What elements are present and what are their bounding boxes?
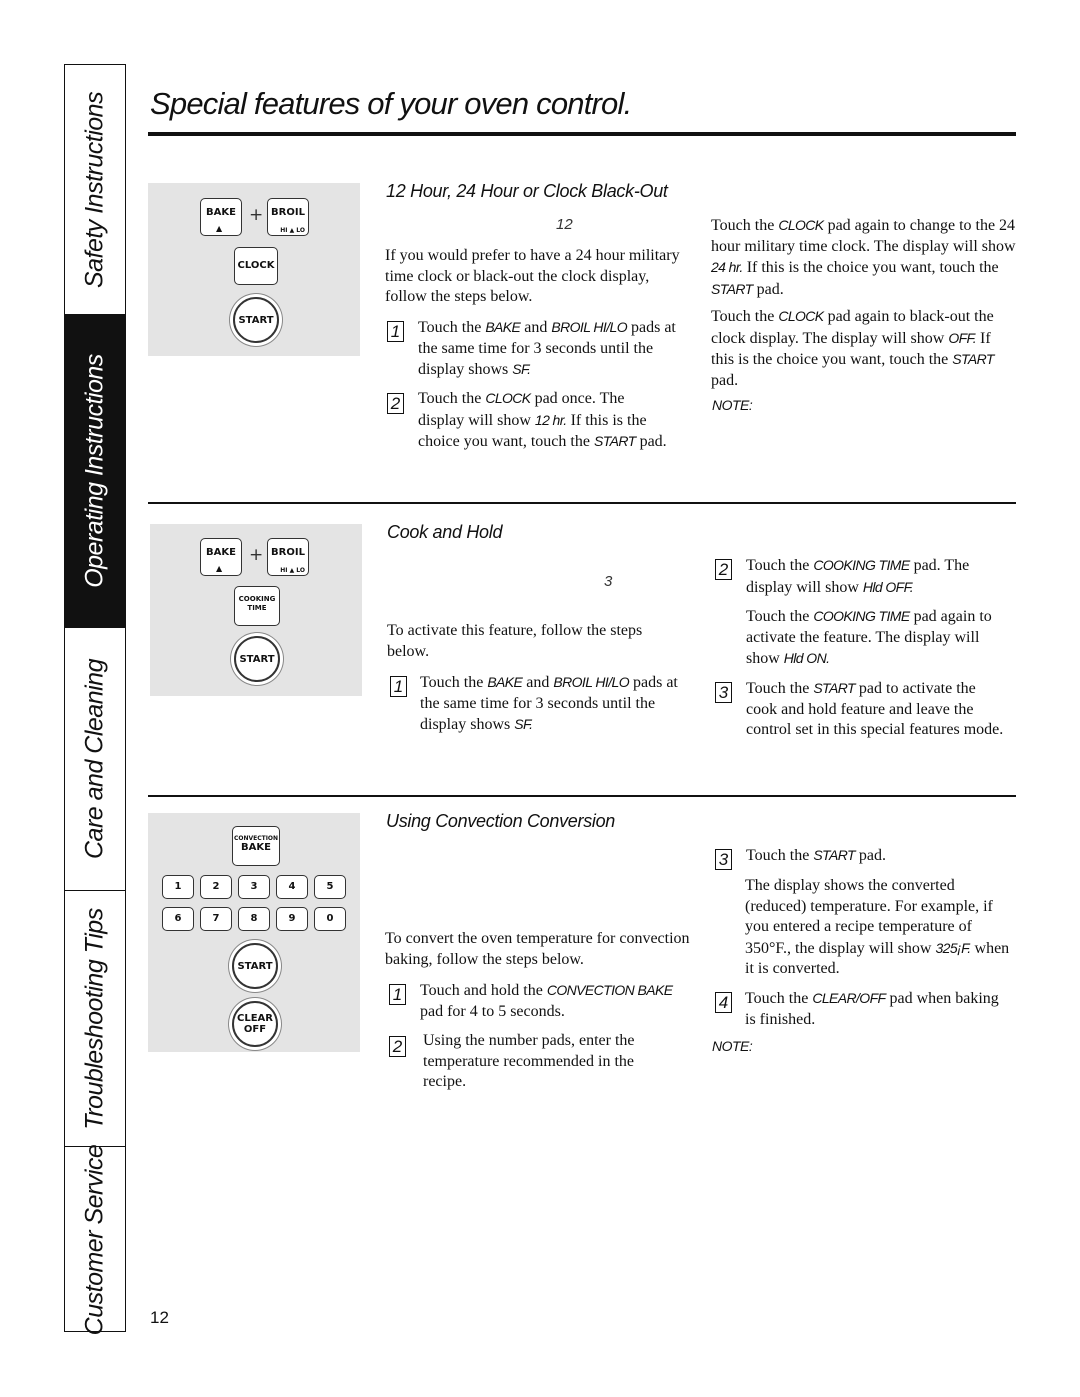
- number-key-6: 6: [162, 907, 194, 931]
- triangle-icon: ▲: [216, 564, 223, 573]
- step-number: 4: [715, 992, 732, 1013]
- step-text: Touch the COOKING TIME pad again to activate the feature. The display will show Hld ON.: [746, 608, 992, 667]
- start-key: START: [234, 636, 280, 682]
- number-key-1: 1: [162, 875, 194, 899]
- page-number: 12: [150, 1308, 169, 1327]
- number-key-5: 5: [314, 875, 346, 899]
- plus-sign: +: [249, 205, 264, 225]
- start-key: START: [232, 943, 278, 989]
- step-text: Touch and hold the CONVECTION BAKE pad for 4 to 5 seconds.: [420, 982, 673, 1020]
- step-text: Touch the COOKING TIME pad. The display will show Hld OFF.: [746, 557, 970, 596]
- number-key-7: 7: [200, 907, 232, 931]
- keypad-illustration-clock: [148, 183, 360, 356]
- step-text: Touch the CLOCK pad once. The display will show 12 hr. If this is the choice you want, touch the START pad.: [418, 390, 667, 450]
- step-number: 2: [387, 393, 404, 414]
- start-key: START: [233, 297, 279, 343]
- page-title: Special features of your oven control.: [150, 86, 632, 121]
- intro-text: To convert the oven temperature for convection baking, follow the steps below.: [385, 930, 690, 968]
- number-key-0: 0: [314, 907, 346, 931]
- number-key-3: 3: [238, 875, 270, 899]
- number-key-4: 4: [276, 875, 308, 899]
- keypad-illustration-convection: [148, 813, 360, 1052]
- broil-key: BROIL HI ▲ LO: [267, 198, 309, 236]
- step-number: 2: [389, 1036, 406, 1057]
- number-key-9: 9: [276, 907, 308, 931]
- number-key-8: 8: [238, 907, 270, 931]
- step-number: 1: [390, 676, 407, 697]
- number-key-2: 2: [200, 875, 232, 899]
- section-divider: [148, 502, 1016, 504]
- intro-text: If you would prefer to have a 24 hour military time clock or black-out the clock display, follow the steps below.: [385, 247, 680, 305]
- step-text: Touch the BAKE and BROIL HI/LO pads at the same time for 3 seconds until the display shows SF.: [420, 674, 678, 733]
- step-text: Touch the START pad.: [746, 847, 887, 864]
- tab-customer-service[interactable]: [65, 1144, 125, 1336]
- step-number: 1: [389, 984, 406, 1005]
- triangle-icon: ▲: [216, 224, 223, 233]
- bake-key: BAKE ▲: [200, 538, 242, 576]
- step-text: Using the number pads, enter the temperature recommended in the recipe.: [423, 1032, 635, 1090]
- tab-label: Operating Instructions: [80, 354, 109, 588]
- step-text: The display shows the converted (reduced) temperature. For example, if you entered a recipe temperature of 350°F., the display will show 325¡F. when it is converted.: [745, 877, 1010, 977]
- step-number: 3: [715, 849, 732, 870]
- tab-label: Safety Instructions: [80, 91, 109, 288]
- note-label: NOTE:: [712, 1038, 753, 1054]
- body-text: Touch the CLOCK pad again to change to the 24 hour military time clock. The display will show 24 hr. If this is the choice you want, touch the START pad.: [711, 217, 1016, 298]
- section-heading-convection: Using Convection Conversion: [386, 811, 616, 831]
- step-number: 2: [715, 559, 732, 580]
- clear-off-key: CLEAR OFF: [232, 1001, 278, 1047]
- tab-care-and-cleaning[interactable]: [65, 628, 125, 891]
- tab-label: Care and Cleaning: [80, 659, 109, 859]
- step-text: Touch the START pad to activate the cook and hold feature and leave the control set in this special features mode.: [746, 680, 1004, 738]
- title-divider: [148, 132, 1016, 136]
- section-heading-cook-hold: Cook and Hold: [387, 522, 503, 542]
- step-number: 1: [387, 321, 404, 342]
- clock-key: CLOCK: [234, 247, 278, 285]
- intro-text: To activate this feature, follow the steps below.: [387, 622, 643, 660]
- tab-operating-instructions[interactable]: [65, 315, 125, 628]
- bake-key: BAKE ▲: [200, 198, 242, 236]
- tab-label: Customer Service: [80, 1144, 109, 1336]
- tab-safety-instructions[interactable]: [65, 65, 125, 315]
- tab-label: Troubleshooting Tips: [80, 907, 109, 1130]
- faded-text: 12: [556, 216, 573, 233]
- section-divider: [148, 795, 1016, 797]
- body-text: Touch the CLOCK pad again to black-out the clock display. The display will show OFF. If this is the choice you want, touch the START pad.: [711, 308, 994, 389]
- broil-key: BROIL HI ▲ LO: [267, 538, 309, 576]
- side-tab-bar: [64, 64, 126, 1336]
- step-text: Touch the CLEAR/OFF pad when baking is finished.: [745, 990, 999, 1028]
- step-number: 3: [715, 682, 732, 703]
- plus-sign: +: [249, 545, 264, 565]
- step-text: Touch the BAKE and BROIL HI/LO pads at the same time for 3 seconds until the display shows SF.: [418, 319, 676, 378]
- cooking-time-key: COOKING TIME: [234, 586, 280, 626]
- tab-troubleshooting-tips[interactable]: [65, 891, 125, 1147]
- note-label: NOTE:: [712, 397, 753, 413]
- section-heading-clock: 12 Hour, 24 Hour or Clock Black-Out: [386, 181, 668, 201]
- keypad-illustration-cook-hold: [150, 524, 362, 696]
- convection-bake-key: CONVECTION BAKE: [232, 826, 280, 866]
- faded-text: 3: [604, 573, 613, 590]
